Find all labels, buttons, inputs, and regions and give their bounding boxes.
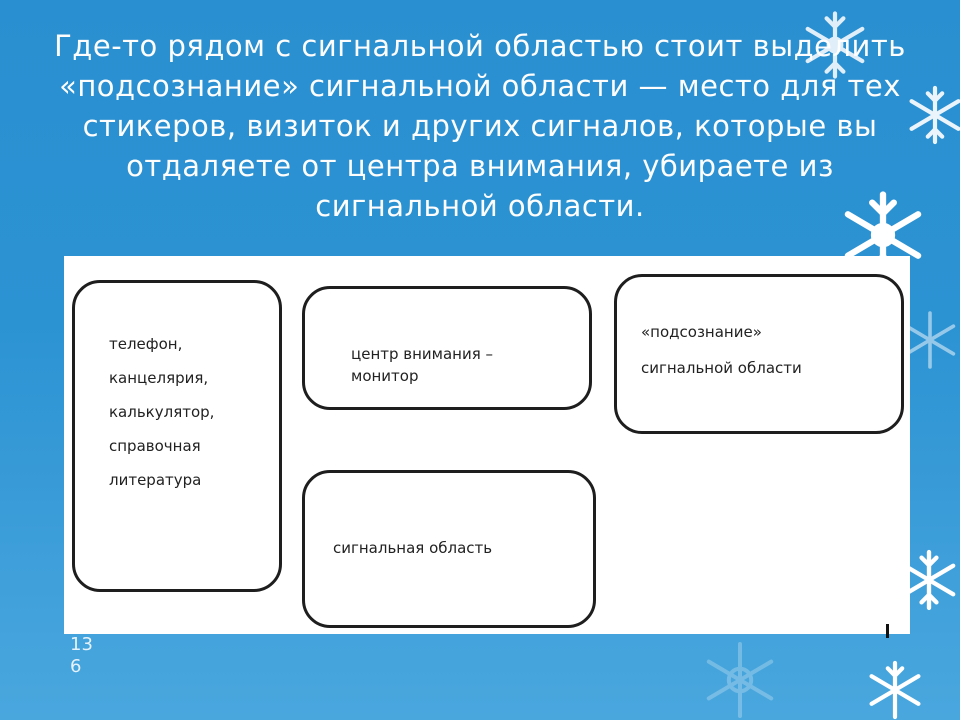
page-number-line: 13 (70, 634, 93, 655)
slide-title (40, 26, 920, 226)
periphery-box (72, 280, 282, 592)
attention-text: монитор (351, 367, 419, 385)
signal-area-box (302, 470, 596, 628)
periphery-text: телефон, (109, 335, 183, 353)
subconscious-text: «подсознание» (641, 323, 762, 341)
subconscious-box (614, 274, 904, 434)
page-number-line: 6 (70, 656, 82, 677)
page-number (70, 634, 100, 678)
periphery-text: калькулятор, (109, 403, 215, 421)
snowflake-icon (905, 85, 960, 145)
subconscious-text: сигнальной области (641, 359, 802, 377)
diagram-image (64, 256, 910, 634)
title-line: стикеров, визиток и других сигналов, которые вы (82, 109, 878, 143)
snowflake-icon (700, 640, 780, 720)
periphery-text: канцелярия, (109, 369, 209, 387)
periphery-text: литература (109, 471, 202, 489)
attention-center-box (302, 286, 592, 410)
title-line: отдаляете от центра внимания, убираете из (126, 149, 834, 183)
divider-mark (886, 624, 889, 638)
snowflake-icon (800, 10, 870, 80)
title-line: Где-то рядом с сигнальной областью стоит выделить (54, 29, 906, 63)
snowflake-icon (860, 660, 930, 720)
signal-text: сигнальная область (333, 539, 493, 557)
attention-text: центр внимания – (351, 345, 494, 363)
periphery-text: справочная (109, 437, 201, 455)
title-line: сигнальной области. (315, 189, 645, 223)
title-line: «подсознание» сигнальной области — место для тех (59, 69, 901, 103)
